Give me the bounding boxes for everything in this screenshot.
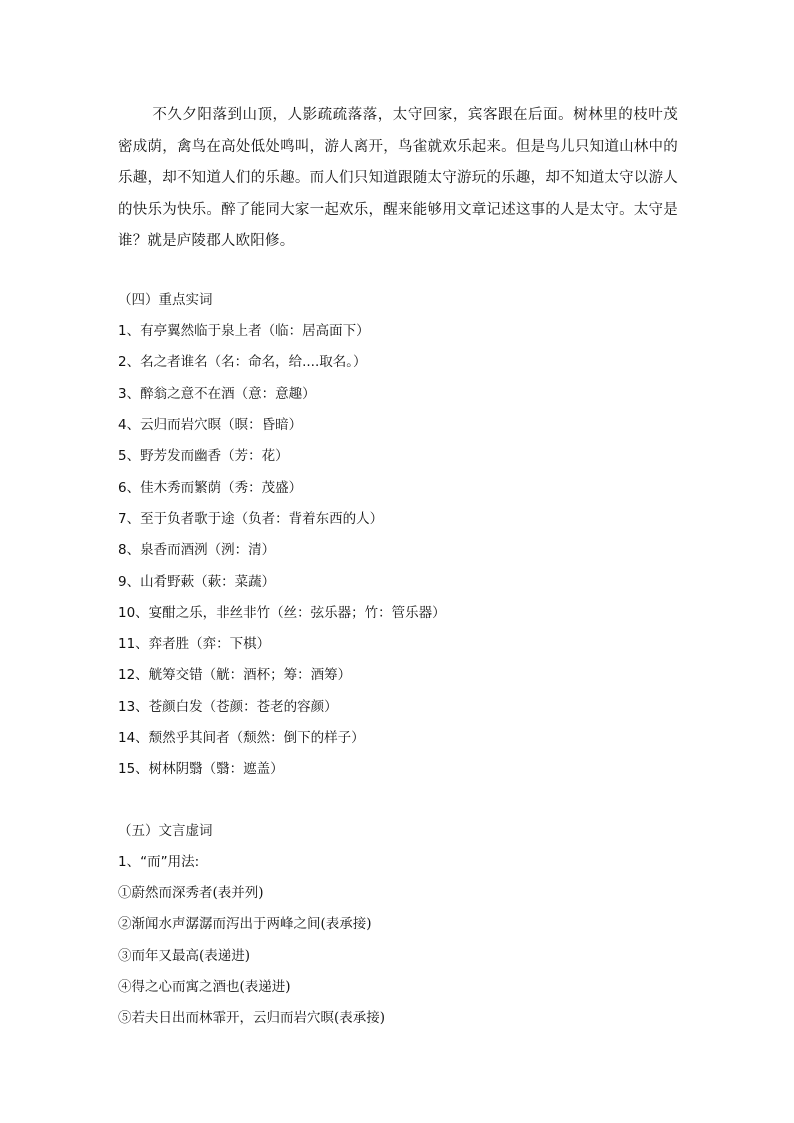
subheading-er-usage: 1、“而”用法: xyxy=(118,854,200,870)
list-item: ③而年又最高(表递进) xyxy=(118,948,251,964)
list-item: 5、野芳发而幽香（芳：花） xyxy=(118,448,289,464)
list-item: ②渐闻水声潺潺而泻出于两峰之间(表承接) xyxy=(118,916,372,932)
translation-paragraph xyxy=(118,100,678,258)
list-item: 8、泉香而酒洌（洌：清） xyxy=(118,542,276,558)
list-item: 6、佳木秀而繁荫（秀：茂盛） xyxy=(118,480,303,496)
paragraph-text: 不久夕阳落到山顶，人影疏疏落落，太守回家，宾客跟在后面。树林里的枝叶茂密成荫，禽鸟在高处低处鸣叫，游人离开，鸟雀就欢乐起来。但是鸟儿只知道山林中的乐趣，却不知道人们的乐趣。而人们只知道跟随太守游玩的乐趣，却不知道太守以游人的快乐为快乐。醉了能同大家一起欢乐，醒来能够用文章记述这事的人是太守。太守是谁？就是庐陵郡人欧阳修。 xyxy=(118,107,678,250)
list-item: 9、山肴野蔌（蔌：菜蔬） xyxy=(118,574,276,590)
list-item: 11、弈者胜（弈：下棋） xyxy=(118,636,271,652)
list-item: 12、觥筹交错（觥：酒杯；筹：酒筹） xyxy=(118,667,352,683)
section-heading-key-words: （四）重点实词 xyxy=(118,292,213,308)
list-item: 14、颓然乎其间者（颓然：倒下的样子） xyxy=(118,730,365,746)
list-item: 7、至于负者歌于途（负者：背着东西的人） xyxy=(118,511,384,527)
list-item: 4、云归而岩穴暝（暝：昏暗） xyxy=(118,417,303,433)
list-item: 1、有亭翼然临于泉上者（临：居高面下） xyxy=(118,323,370,339)
section-heading-function-words: （五）文言虚词 xyxy=(118,823,213,839)
list-item: 3、醉翁之意不在酒（意：意趣） xyxy=(118,386,316,402)
list-item: 2、名之者谁名（名：命名，给....取名。） xyxy=(118,354,367,370)
list-item: 10、宴酣之乐，非丝非竹（丝：弦乐器；竹：管乐器） xyxy=(118,605,446,621)
list-item: ④得之心而寓之酒也(表递进) xyxy=(118,979,291,995)
list-item: 13、苍颜白发（苍颜：苍老的容颜） xyxy=(118,699,338,715)
list-item: ①蔚然而深秀者(表并列) xyxy=(118,885,264,901)
list-item: 15、树林阴翳（翳：遮盖） xyxy=(118,761,284,777)
list-item: ⑤若夫日出而林霏开，云归而岩穴暝(表承接) xyxy=(118,1010,386,1026)
